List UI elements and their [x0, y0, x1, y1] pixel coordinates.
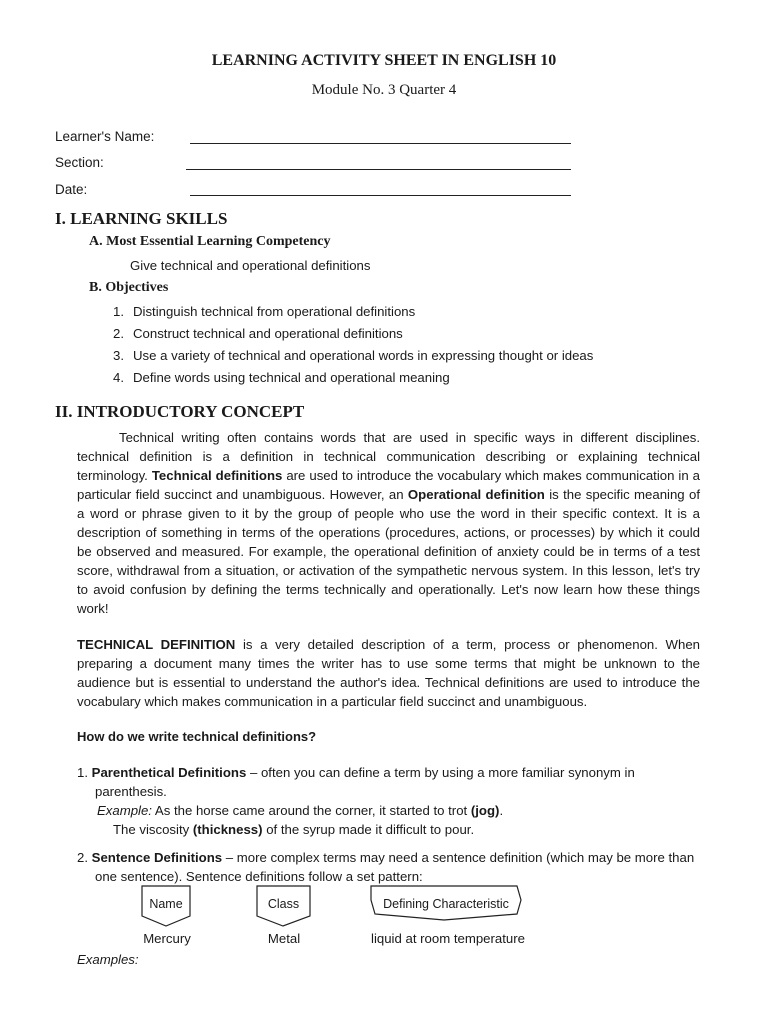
introductory-concept-heading: II. INTRODUCTORY CONCEPT [55, 402, 305, 421]
learner-name-label: Learner's Name: [55, 129, 155, 144]
objective-item: 1. Distinguish technical from operational definitions [113, 304, 416, 319]
examples-label: Examples: [77, 952, 139, 967]
method-parenthetical: 1. Parenthetical Definitions – often you can define a term by using a more familiar synonym in parenthesis. Example: As the horse came around the corner, it started to trot (jog). The viscosity (thickness) of the syrup made it difficult to pour. [77, 765, 635, 837]
pattern-example-characteristic: liquid at room temperature [371, 931, 525, 946]
method-sentence: 2. Sentence Definitions – more complex terms may need a sentence definition (which may be more than one sentence). Sentence definitions follow a set pattern: [77, 850, 695, 884]
objective-item: 3. Use a variety of technical and operational words in expressing thought or ideas [113, 348, 594, 363]
date-label: Date: [55, 182, 88, 197]
technical-definition-term: TECHNICAL DEFINITION [77, 637, 236, 652]
competency-text: Give technical and operational definitions [130, 258, 371, 273]
intro-paragraph: Technical writing often contains words that are used in specific ways in different disciplines. technical definition is a definition in technical communication describing or explaining technical terminology. Technical definitions are used to introduce the vocabulary which makes communication in a particular field succinct and unambiguous. However, an Operational definition is the specific meaning of a word or phrase given to it by the group of people who use the word in their specific context. It is a description of something in terms of the operations (procedures, actions, or processes) by which it could be observed and measured. For example, the operational definition of anxiety could be in terms of a test score, withdrawal from a situation, or activation of the sympathetic nervous system. In this lesson, let's try to avoid confusion by defining the terms technically and operationally. Let's now learn how these things work! [77, 430, 700, 616]
operational-definition-term: Operational definition [407, 487, 545, 502]
objective-item: 2. Construct technical and operational definitions [113, 326, 403, 341]
how-to-write-question: How do we write technical definitions? [77, 729, 317, 744]
date-line[interactable] [190, 195, 571, 196]
technical-definition-paragraph: TECHNICAL DEFINITION is a very detailed description of a term, process or phenomenon. When preparing a document many times the writer has to use some terms that might be unknown to the audience but is essential to understand the author's idea. Technical definitions are used to introduce the vocabulary which makes communication in a particular field succinct and unambiguous. [77, 637, 700, 709]
pattern-name-label: Name [149, 897, 183, 911]
pattern-class-label: Class [267, 897, 300, 911]
objectives-heading: B. Objectives [89, 280, 169, 295]
learner-name-line[interactable] [190, 143, 571, 144]
learning-skills-heading: I. LEARNING SKILLS [55, 209, 228, 228]
document-subtitle: Module No. 3 Quarter 4 [311, 82, 457, 98]
competency-heading: A. Most Essential Learning Competency [89, 234, 331, 249]
pattern-example-name: Mercury [143, 931, 191, 946]
objectives-list [113, 302, 593, 390]
document-title: LEARNING ACTIVITY SHEET IN ENGLISH 10 [211, 52, 557, 69]
objective-item: 4. Define words using technical and operational meaning [113, 370, 450, 385]
pattern-example-class: Metal [267, 931, 301, 946]
section-label: Section: [55, 155, 104, 170]
technical-definitions-term: Technical definitions [151, 468, 283, 483]
section-line[interactable] [186, 169, 571, 170]
pattern-characteristic-label: Defining Characteristic [383, 897, 509, 911]
